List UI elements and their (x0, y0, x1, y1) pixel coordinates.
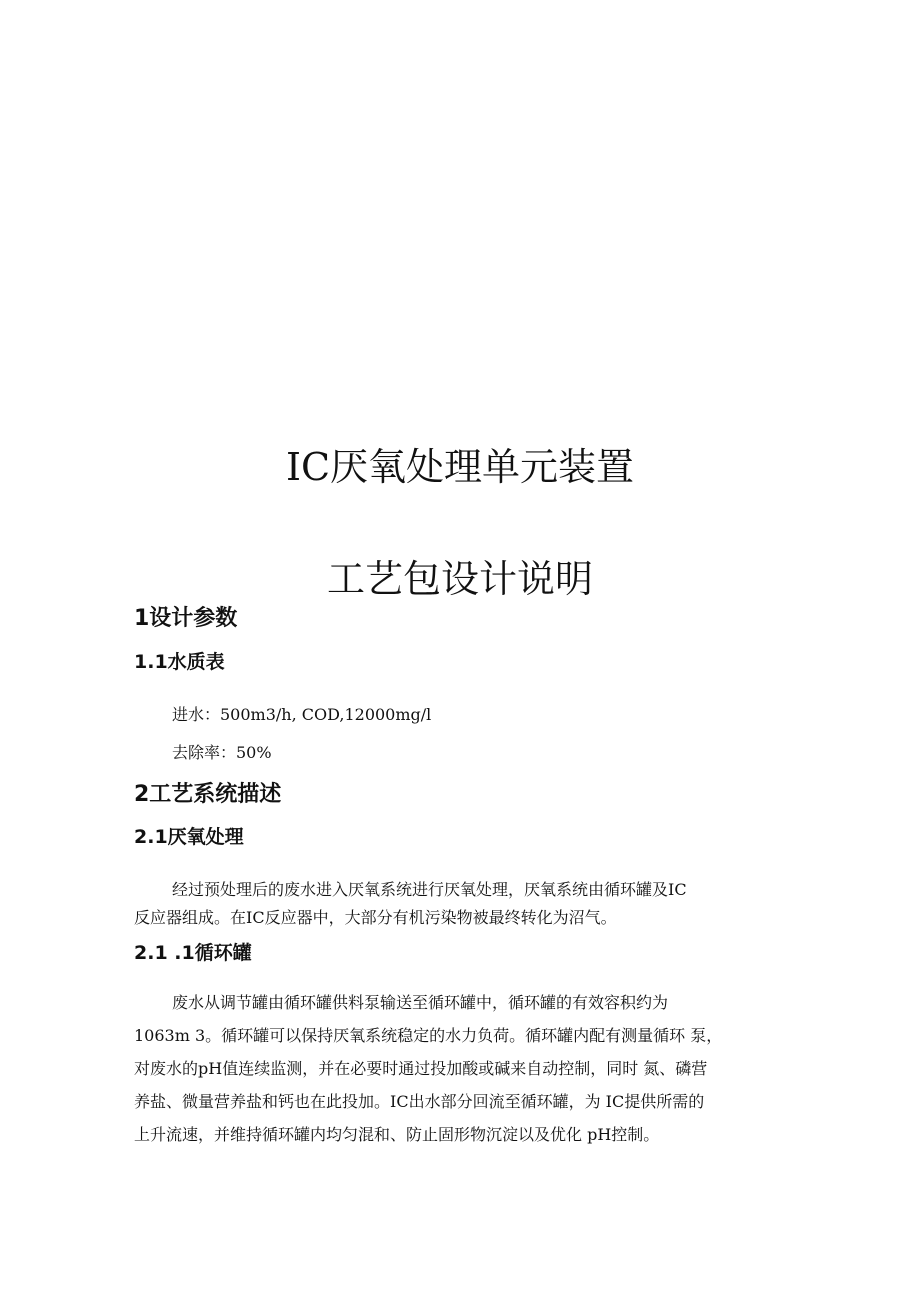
document-subtitle: 工艺包设计说明 (326, 557, 593, 601)
circulation-tank-paragraph (134, 986, 788, 1151)
removal-rate: 去除率：50% (172, 743, 272, 762)
inflow-spec: 进水：500m3/h, COD,12000mg/l (172, 705, 432, 724)
section-2-heading: 2工艺系统描述 (134, 782, 282, 807)
paragraph-line: 养盐、微量营养盐和钙也在此投加。IC出水部分回流至循环罐，为 IC提供所需的 (134, 1092, 705, 1111)
section-1-1-heading: 1.1水质表 (134, 651, 225, 673)
paragraph-line: 对废水的pH值连续监测，并在必要时通过投加酸或碱来自动控制，同时 氮、磷营 (134, 1059, 708, 1078)
paragraph-line: 废水从调节罐由循环罐供料泵输送至循环罐中，循环罐的有效容积约为 (172, 993, 669, 1012)
document-title: IC厌氧处理单元装置 (285, 445, 635, 489)
section-2-1-1-heading: 2.1 .1循环罐 (134, 942, 252, 964)
paragraph-line: 经过预处理后的废水进入厌氧系统进行厌氧处理，厌氧系统由循环罐及IC (172, 880, 687, 899)
paragraph-line: 上升流速，并维持循环罐内均匀混和、防止固形物沉淀以及优化 pH控制。 (134, 1125, 660, 1144)
section-1-heading: 1设计参数 (134, 606, 238, 631)
paragraph-line: 1063m 3。循环罐可以保持厌氧系统稳定的水力负荷。循环罐内配有测量循环 泵， (134, 1026, 723, 1045)
anaerobic-paragraph (134, 876, 788, 932)
paragraph-line: 反应器组成。在IC反应器中，大部分有机污染物被最终转化为沼气。 (134, 908, 617, 927)
section-2-1-heading: 2.1厌氧处理 (134, 826, 244, 848)
